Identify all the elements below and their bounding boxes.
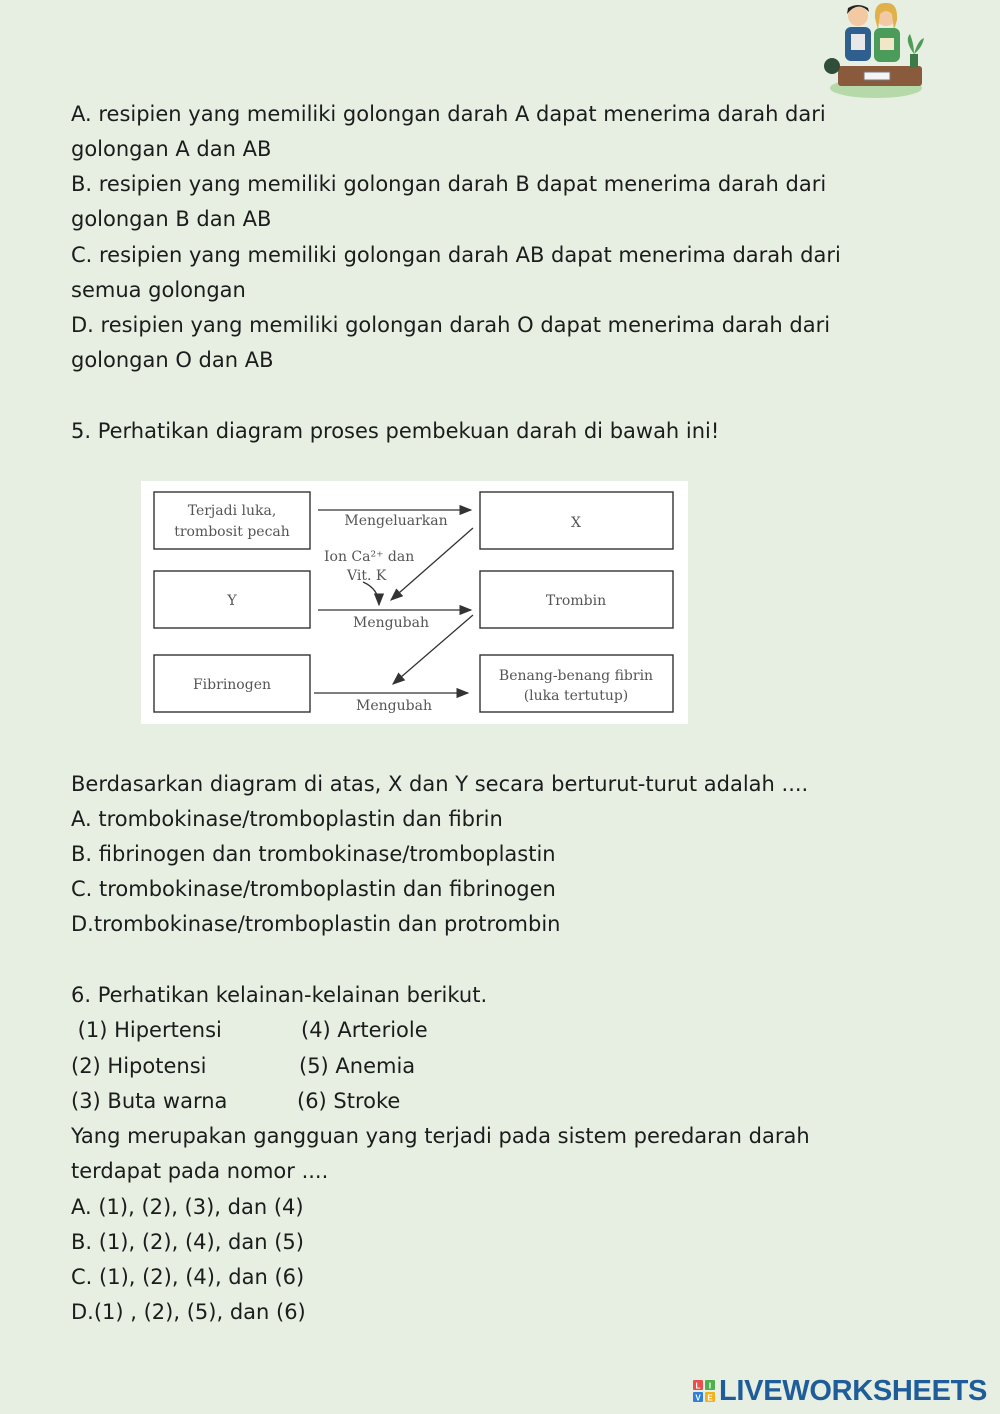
box-mid-right-text: Trombin <box>545 593 607 609</box>
label-mengubah-mid: Mengubah <box>353 615 429 631</box>
q4-option-a-line2: golongan A dan AB <box>71 137 272 161</box>
q4-option-d-line1: D. resipien yang memiliki golongan darah O dapat menerima darah dari <box>71 313 831 337</box>
q5-option-d: D.trombokinase/tromboplastin dan protrombin <box>71 912 561 936</box>
label-vit: Vit. K <box>347 568 387 584</box>
q6-item-1: (1) Hipertensi <box>71 1018 222 1042</box>
svg-text:I: I <box>708 1381 712 1391</box>
label-mengubah-bot: Mengubah <box>356 698 432 714</box>
q6-item-4: (4) Arteriole <box>301 1018 428 1042</box>
q6-question-line1: Yang merupakan gangguan yang terjadi pada sistem peredaran darah <box>71 1124 810 1148</box>
students-illustration <box>818 0 930 104</box>
q6-item-5: (5) Anemia <box>299 1054 416 1078</box>
svg-text:L: L <box>695 1381 701 1391</box>
box-top-left <box>154 492 310 549</box>
q6-item-6: (6) Stroke <box>297 1089 401 1113</box>
svg-text:V: V <box>695 1393 701 1402</box>
q6-option-b: B. (1), (2), (4), dan (5) <box>71 1230 304 1254</box>
q6-item-2: (2) Hipotensi <box>71 1054 207 1078</box>
box-top-right-text: X <box>571 515 581 531</box>
q4-option-b-line1: B. resipien yang memiliki golongan darah B dapat menerima darah dari <box>71 172 827 196</box>
q6-option-d: D.(1) , (2), (5), dan (6) <box>71 1300 306 1324</box>
q5-option-c: C. trombokinase/tromboplastin dan fibrinogen <box>71 877 556 901</box>
box-bot-left-text: Fibrinogen <box>192 677 272 693</box>
q4-option-d-line2: golongan O dan AB <box>71 348 274 372</box>
liveworksheets-logo <box>693 1376 987 1406</box>
blood-clotting-diagram <box>141 481 688 724</box>
q6-option-c: C. (1), (2), (4), dan (6) <box>71 1265 305 1289</box>
q5-option-b: B. fibrinogen dan trombokinase/tromboplastin <box>71 842 556 866</box>
q5-prompt: 5. Perhatikan diagram proses pembekuan darah di bawah ini! <box>71 419 720 443</box>
box-bot-right-text-2: (luka tertutup) <box>523 688 629 704</box>
box-mid-left-text: Y <box>227 593 237 609</box>
q4-option-c-line1: C. resipien yang memiliki golongan darah AB dapat menerima darah dari <box>71 243 841 267</box>
q6-question-line2: terdapat pada nomor .... <box>71 1159 329 1183</box>
label-ion: Ion Ca²⁺ dan <box>324 549 415 565</box>
liveworksheets-logo-icon <box>693 1380 715 1402</box>
q6-option-a: A. (1), (2), (3), dan (4) <box>71 1195 304 1219</box>
arrow-ion-curve <box>363 582 379 605</box>
q4-option-a-line1: A. resipien yang memiliki golongan darah A dapat menerima darah dari <box>71 102 826 126</box>
svg-text:E: E <box>707 1393 713 1402</box>
q4-option-c-line2: semua golongan <box>71 278 246 302</box>
q6-prompt: 6. Perhatikan kelainan-kelainan berikut. <box>71 983 488 1007</box>
box-top-left-text-1: Terjadi luka, <box>187 503 277 519</box>
q4-option-b-line2: golongan B dan AB <box>71 207 272 231</box>
box-bot-right-text-1: Benang-benang fibrin <box>498 668 654 684</box>
label-mengeluarkan: Mengeluarkan <box>344 513 448 529</box>
q5-question: Berdasarkan diagram di atas, X dan Y secara berturut-turut adalah .... <box>71 772 809 796</box>
liveworksheets-logo-text: LIVEWORKSHEETS <box>719 1374 988 1407</box>
q6-item-3: (3) Buta warna <box>71 1089 228 1113</box>
box-top-left-text-2: trombosit pecah <box>174 524 290 540</box>
q5-option-a: A. trombokinase/tromboplastin dan fibrin <box>71 807 503 831</box>
